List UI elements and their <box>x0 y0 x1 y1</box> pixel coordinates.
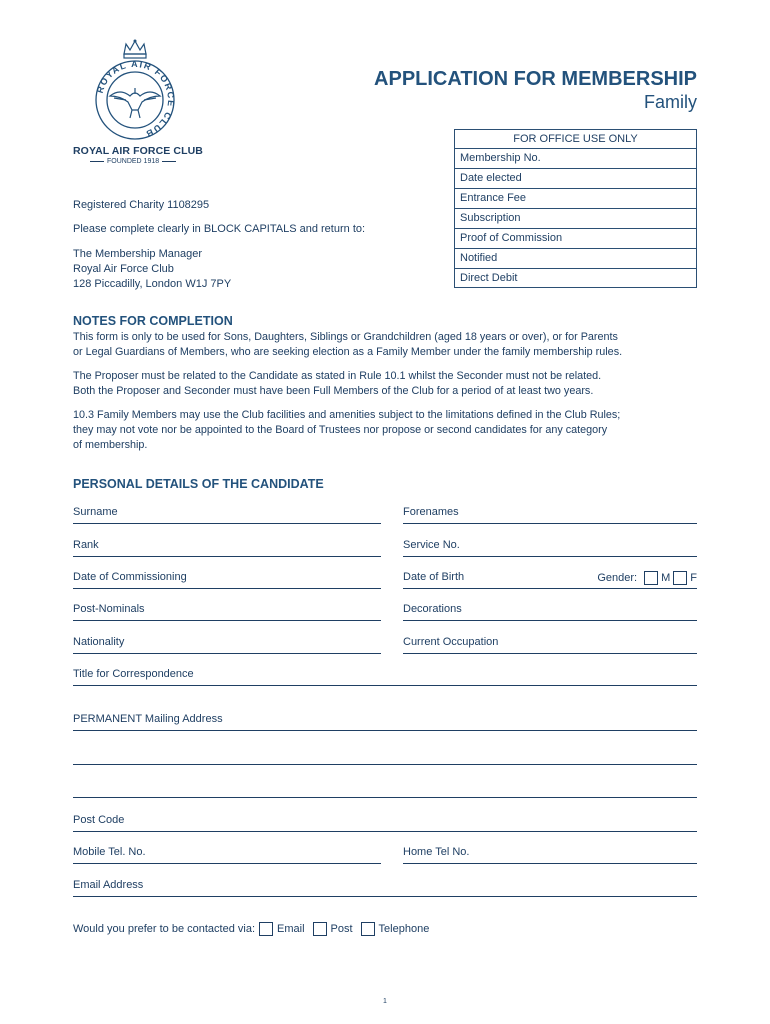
mailing-address-line-3[interactable] <box>73 797 697 798</box>
instruction-text: Please complete clearly in BLOCK CAPITALS and return to: <box>73 223 366 235</box>
title-correspondence-label: Title for Correspondence <box>73 668 194 680</box>
post-nominals-field[interactable] <box>73 601 381 621</box>
address-line-2: Royal Air Force Club <box>73 263 174 275</box>
personal-heading: PERSONAL DETAILS OF THE CANDIDATE <box>73 477 324 491</box>
office-row-direct-debit[interactable]: Direct Debit <box>460 272 518 284</box>
contact-telephone-checkbox[interactable] <box>361 922 375 936</box>
crest-icon <box>80 38 190 146</box>
home-tel-label: Home Tel No. <box>403 846 470 858</box>
decorations-label: Decorations <box>403 603 462 615</box>
gender-m-label: M <box>661 572 671 584</box>
contact-preference <box>73 922 433 936</box>
contact-email-label: Email <box>277 923 305 935</box>
office-use-heading: FOR OFFICE USE ONLY <box>455 130 696 149</box>
divider <box>90 161 104 162</box>
office-use-box <box>454 129 697 288</box>
rank-field[interactable] <box>73 537 381 557</box>
mobile-label: Mobile Tel. No. <box>73 846 146 858</box>
service-no-label: Service No. <box>403 539 460 551</box>
page-subtitle: Family <box>644 92 697 112</box>
forenames-field[interactable] <box>403 504 697 524</box>
occupation-label: Current Occupation <box>403 636 499 648</box>
mailing-address-field[interactable] <box>73 711 697 731</box>
service-no-field[interactable] <box>403 537 697 557</box>
notes-para3-line1: 10.3 Family Members may use the Club facilities and amenities subject to the limitations defined in the Club Rules; <box>73 409 621 421</box>
contact-email-checkbox[interactable] <box>259 922 273 936</box>
post-nominals-label: Post-Nominals <box>73 603 145 615</box>
address-line-1: The Membership Manager <box>73 248 203 260</box>
notes-para3-line3: of membership. <box>73 439 148 451</box>
notes-para2-line1: The Proposer must be related to the Candidate as stated in Rule 10.1 whilst the Seconder must not be related. <box>73 370 602 382</box>
date-birth-label: Date of Birth <box>403 571 465 583</box>
forenames-label: Forenames <box>403 506 459 518</box>
office-row-subscription[interactable]: Subscription <box>455 209 696 229</box>
contact-post-label: Post <box>330 923 353 935</box>
office-row-membership-no[interactable]: Membership No. <box>455 149 696 169</box>
email-field[interactable] <box>73 877 697 897</box>
office-row-notified[interactable]: Notified <box>455 249 696 269</box>
address-line-3: 128 Piccadilly, London W1J 7PY <box>73 278 232 290</box>
notes-para1-line1: This form is only to be used for Sons, Daughters, Siblings or Grandchildren (aged 18 years or over), or for Parents <box>73 331 618 343</box>
contact-post-checkbox[interactable] <box>313 922 327 936</box>
gender-m-checkbox[interactable] <box>644 571 658 585</box>
office-row-entrance-fee[interactable]: Entrance Fee <box>455 189 696 209</box>
decorations-field[interactable] <box>403 601 697 621</box>
notes-heading: NOTES FOR COMPLETION <box>73 314 233 328</box>
nationality-field[interactable] <box>73 634 381 654</box>
post-code-field[interactable] <box>73 812 697 832</box>
surname-label: Surname <box>73 506 118 518</box>
mobile-field[interactable] <box>73 844 381 864</box>
date-commissioning-field[interactable] <box>73 569 381 589</box>
home-tel-field[interactable] <box>403 844 697 864</box>
nationality-label: Nationality <box>73 636 125 648</box>
founded-label: FOUNDED 1918 <box>107 158 160 165</box>
occupation-field[interactable] <box>403 634 697 654</box>
club-name: ROYAL AIR FORCE CLUB <box>73 145 203 157</box>
gender-label: Gender: <box>597 572 638 584</box>
svg-text:ROYAL AIR FORCE CLUB: ROYAL AIR FORCE CLUB <box>94 58 177 140</box>
charity-number: Registered Charity 1108295 <box>73 199 210 211</box>
contact-prompt: Would you prefer to be contacted via: <box>73 923 256 935</box>
date-commissioning-label: Date of Commissioning <box>73 571 187 583</box>
mailing-address-label: PERMANENT Mailing Address <box>73 713 223 725</box>
title-correspondence-field[interactable] <box>73 666 697 686</box>
rank-label: Rank <box>73 539 99 551</box>
gender-f-checkbox[interactable] <box>673 571 687 585</box>
page-title: APPLICATION FOR MEMBERSHIP <box>374 68 697 90</box>
divider <box>162 161 176 162</box>
email-label: Email Address <box>73 879 144 891</box>
notes-para2-line2: Both the Proposer and Seconder must have been Full Members of the Club for a period of at least two years. <box>73 385 594 397</box>
founded-text <box>90 158 176 165</box>
gender-f-label: F <box>690 572 697 584</box>
notes-para1-line2: or Legal Guardians of Members, who are seeking election as a Family Member under the family membership rules. <box>73 346 623 358</box>
gender-selector <box>597 571 697 585</box>
page-number: 1 <box>383 998 387 1005</box>
surname-field[interactable] <box>73 504 381 524</box>
mailing-address-line-2[interactable] <box>73 764 697 765</box>
notes-para3-line2: they may not vote nor be appointed to the Board of Trustees nor propose or second candidates for any category <box>73 424 608 436</box>
post-code-label: Post Code <box>73 814 125 826</box>
office-row-proof-of-commission[interactable]: Proof of Commission <box>455 229 696 249</box>
office-row-date-elected[interactable]: Date elected <box>455 169 696 189</box>
contact-telephone-label: Telephone <box>378 923 430 935</box>
